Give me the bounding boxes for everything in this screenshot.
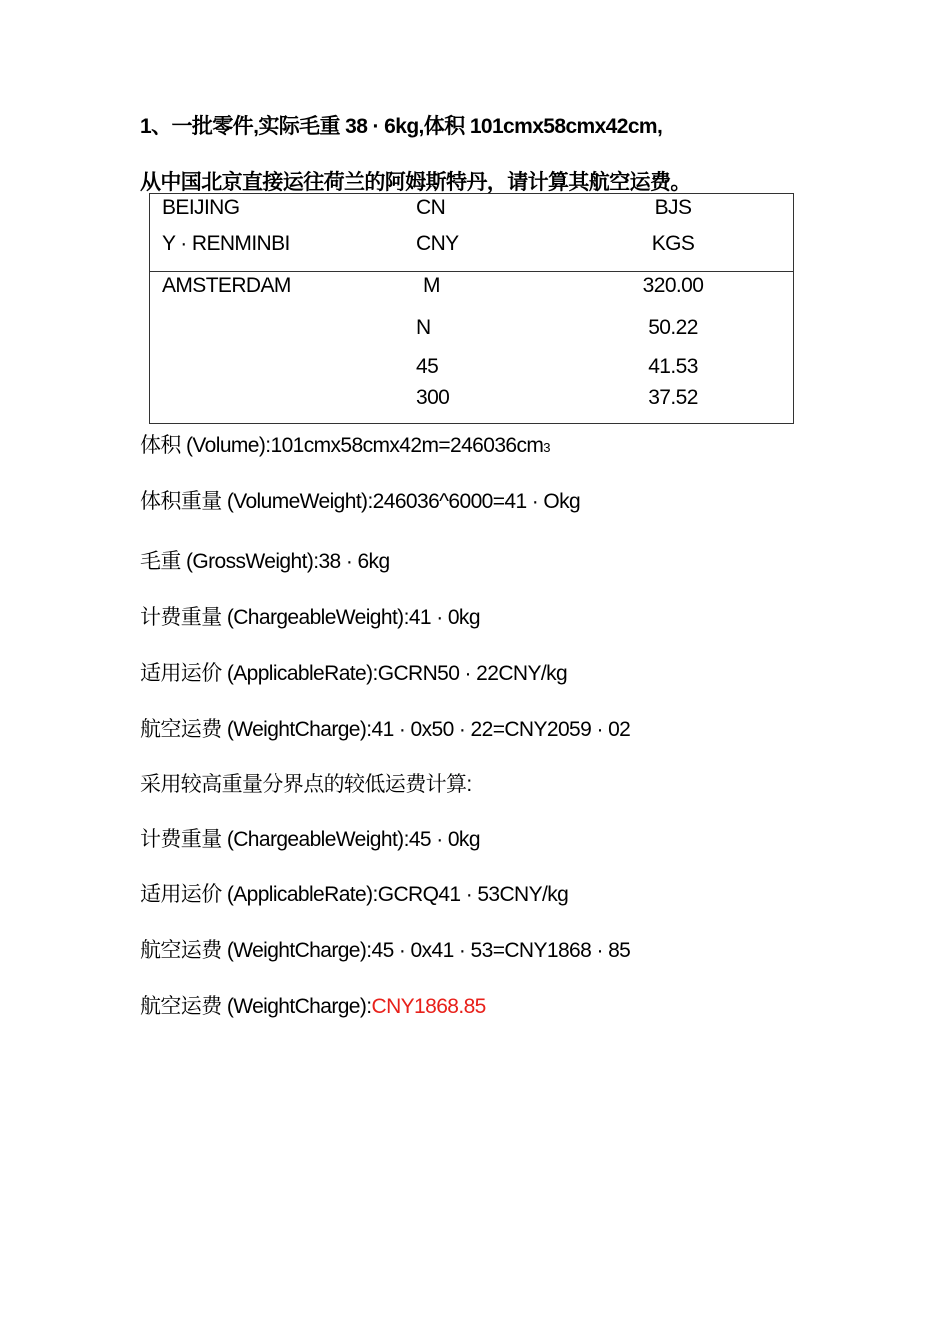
- rate-value-m: 320.00: [642, 274, 704, 297]
- origin-country-code: CN: [416, 196, 446, 219]
- rate-table: [149, 193, 794, 424]
- chargeable-weight-line-1: 计费重量 (ChargeableWeight):41 · 0kg: [140, 606, 480, 629]
- rate-value-300: 37.52: [648, 386, 698, 409]
- final-answer-line: [140, 994, 486, 1020]
- question-line-2: 从中国北京直接运往荷兰的阿姆斯特丹，请计算其航空运费。: [140, 171, 691, 194]
- rate-class-n: N: [416, 316, 431, 339]
- currency-name: Y · RENMINBI: [162, 232, 290, 255]
- weight-charge-line-2: 航空运费 (WeightCharge):45 · 0x41 · 53=CNY1868 · 85: [140, 939, 631, 962]
- applicable-rate-line-2: 适用运价 (ApplicableRate):GCRQ41 · 53CNY/kg: [140, 883, 569, 906]
- destination-city: AMSTERDAM: [162, 274, 291, 297]
- currency-code: CNY: [416, 232, 459, 255]
- volume-weight-line: 体积重量 (VolumeWeight):246036^6000=41 · Okg: [140, 490, 581, 513]
- origin-city: BEIJING: [162, 196, 240, 219]
- question-line-1: 1、一批零件,实际毛重 38 · 6kg,体积 101cmx58cmx42cm,: [140, 115, 663, 138]
- final-answer-label: 航空运费 (WeightCharge):: [140, 995, 372, 1018]
- rate-class-m: M: [423, 274, 440, 297]
- chargeable-weight-line-2: 计费重量 (ChargeableWeight):45 · 0kg: [140, 828, 480, 851]
- rate-value-n: 50.22: [648, 316, 698, 339]
- volume-text: 体积 (Volume):101cmx58cmx42m=246036cm: [140, 434, 544, 457]
- volume-unit-exponent: 3: [543, 440, 551, 455]
- volume-line: [140, 433, 551, 461]
- gross-weight-line: 毛重 (GrossWeight):38 · 6kg: [140, 550, 390, 573]
- table-divider: [150, 271, 793, 272]
- origin-city-code: BJS: [654, 196, 692, 219]
- weight-unit: KGS: [651, 232, 695, 255]
- alternative-method-heading: 采用较高重量分界点的较低运费计算:: [140, 773, 472, 796]
- final-answer-value: CNY1868.85: [371, 995, 486, 1018]
- rate-class-300: 300: [416, 386, 450, 409]
- rate-value-45: 41.53: [648, 355, 698, 378]
- applicable-rate-line-1: 适用运价 (ApplicableRate):GCRN50 · 22CNY/kg: [140, 662, 568, 685]
- rate-class-45: 45: [416, 355, 439, 378]
- weight-charge-line-1: 航空运费 (WeightCharge):41 · 0x50 · 22=CNY2059 · 02: [140, 718, 631, 741]
